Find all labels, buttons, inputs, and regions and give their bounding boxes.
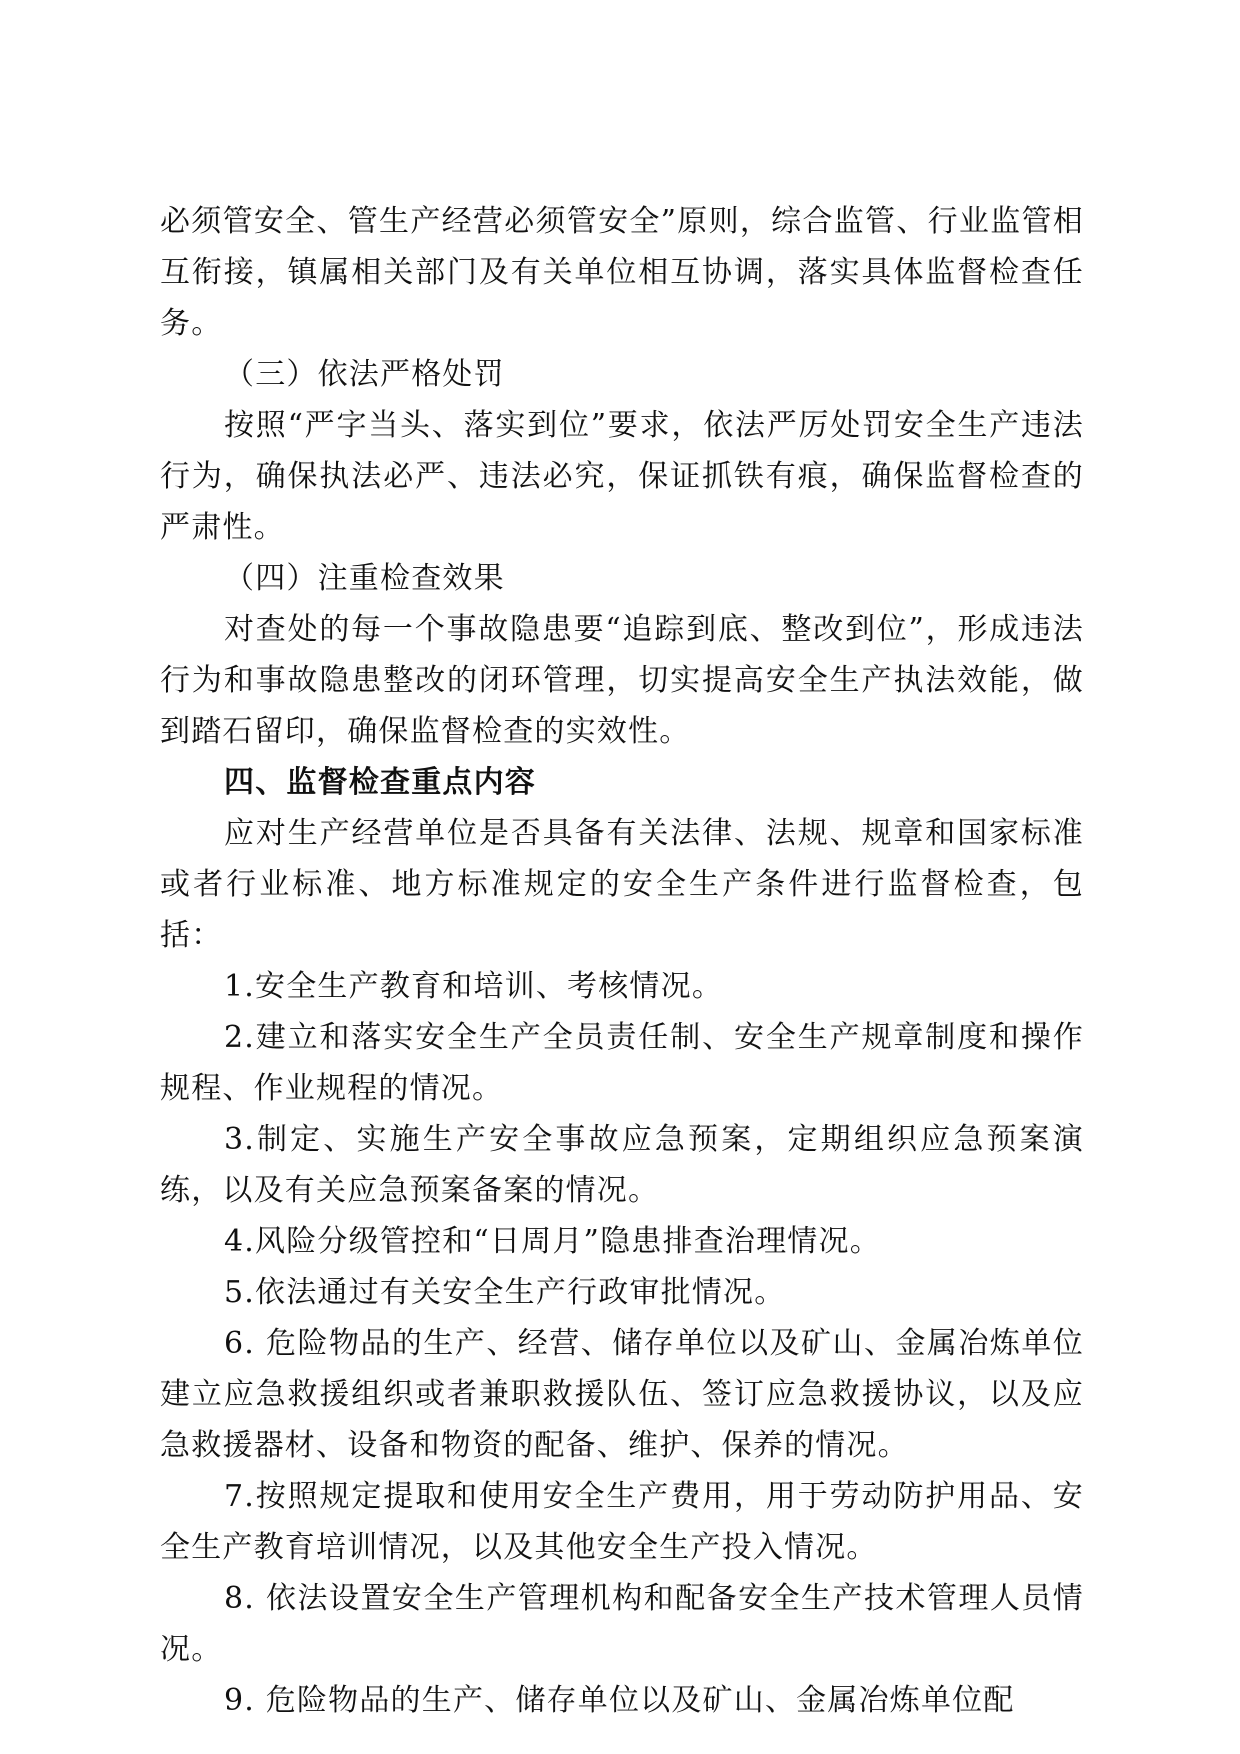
list-item-9: 9. 危险物品的生产、储存单位以及矿山、金属冶炼单位配 — [224, 1683, 1015, 1718]
paragraph-continuation: 必须管安全、管生产经营必须管安全”原则，综合监管、行业监管相互衔接，镇属相关部门及有关单位相互协调，落实具体监督检查任务。 — [160, 204, 1084, 341]
list-item-1: 1.安全生产教育和培训、考核情况。 — [224, 969, 724, 1004]
list-item-4: 4.风险分级管控和“日周月”隐患排查治理情况。 — [224, 1224, 881, 1259]
subheading-inspection-effect: （四）注重检查效果 — [224, 561, 505, 596]
list-item-2: 2.建立和落实安全生产全员责任制、安全生产规章制度和操作规程、作业规程的情况。 — [160, 1020, 1084, 1106]
paragraph-strict-penalty: 按照“严字当头、落实到位”要求，依法严厉处罚安全生产违法行为，确保执法必严、违法必究，保证抓铁有痕，确保监督检查的严肃性。 — [160, 408, 1084, 545]
list-item-7: 7.按照规定提取和使用安全生产费用，用于劳动防护用品、安全生产教育培训情况，以及其他安全生产投入情况。 — [160, 1479, 1084, 1565]
subheading-strict-penalty: （三）依法严格处罚 — [224, 357, 505, 392]
list-item-8: 8. 依法设置安全生产管理机构和配备安全生产技术管理人员情况。 — [160, 1581, 1084, 1667]
section-heading-key-content: 四、监督检查重点内容 — [224, 765, 536, 800]
list-item-3: 3.制定、实施生产安全事故应急预案，定期组织应急预案演练，以及有关应急预案备案的情况。 — [160, 1122, 1084, 1208]
paragraph-inspection-effect: 对查处的每一个事故隐患要“追踪到底、整改到位”，形成违法行为和事故隐患整改的闭环管理，切实提高安全生产执法效能，做到踏石留印，确保监督检查的实效性。 — [160, 612, 1084, 749]
document-body — [160, 196, 1084, 1726]
list-item-5: 5.依法通过有关安全生产行政审批情况。 — [224, 1275, 786, 1310]
paragraph-key-content-intro: 应对生产经营单位是否具备有关法律、法规、规章和国家标准或者行业标准、地方标准规定的安全生产条件进行监督检查，包括： — [160, 816, 1084, 953]
list-item-6: 6. 危险物品的生产、经营、储存单位以及矿山、金属冶炼单位建立应急救援组织或者兼职救援队伍、签订应急救援协议，以及应急救援器材、设备和物资的配备、维护、保养的情况。 — [160, 1326, 1084, 1463]
